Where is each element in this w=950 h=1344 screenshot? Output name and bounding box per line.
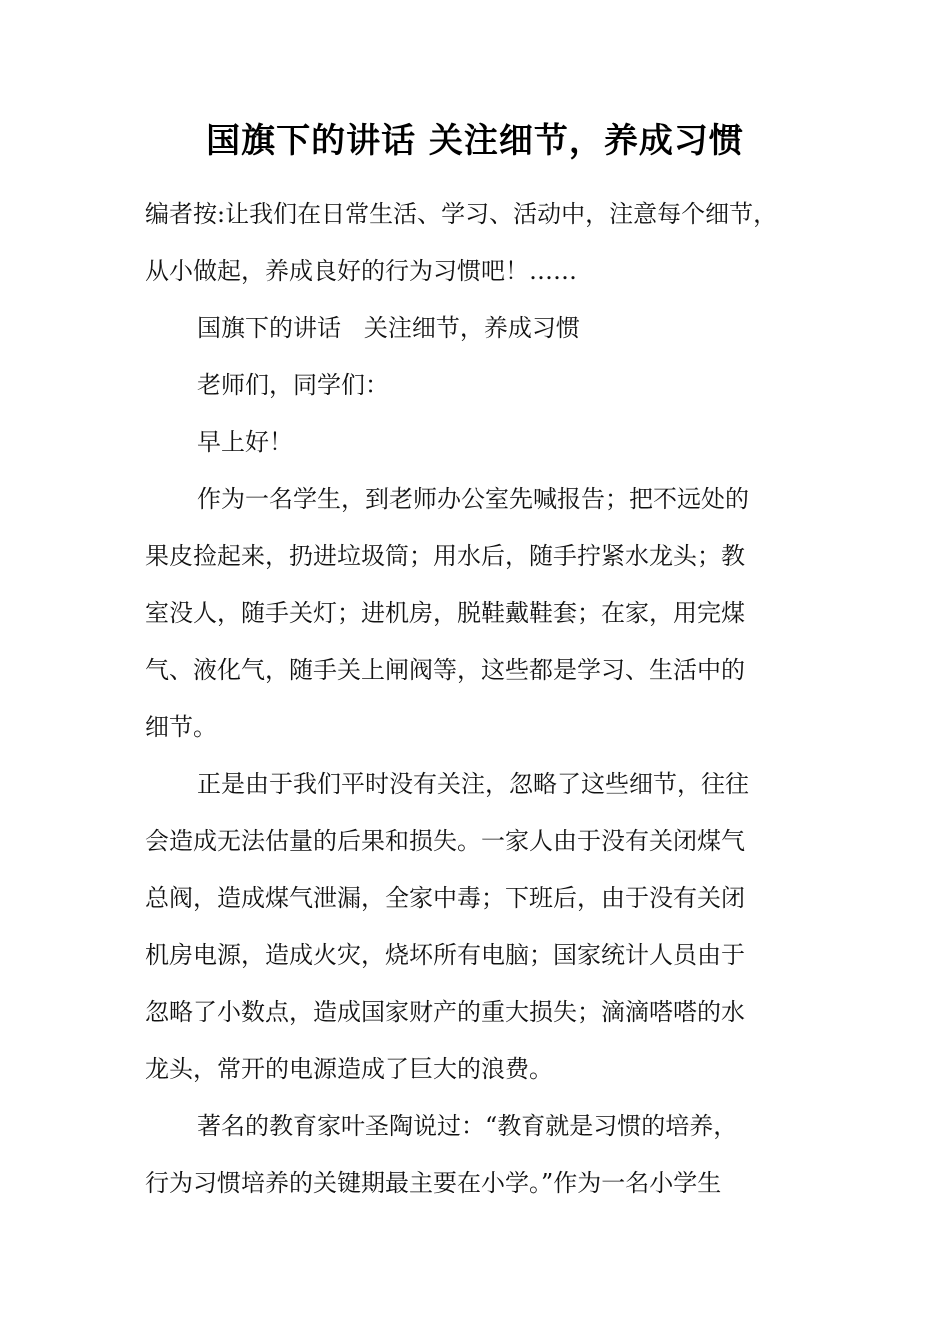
paragraph-1-line-2: 果皮捡起来，扔进垃圾筒；用水后，随手拧紧水龙头；教 [145, 542, 745, 570]
page-title: 国旗下的讲话 关注细节，养成习惯 [206, 121, 744, 161]
paragraph-2-line-3: 总阀，造成煤气泄漏，全家中毒；下班后，由于没有关闭 [145, 884, 745, 912]
salutation-line: 老师们，同学们： [197, 371, 389, 399]
greeting-line: 早上好！ [197, 428, 293, 456]
paragraph-1-line-3: 室没人，随手关灯；进机房，脱鞋戴鞋套；在家，用完煤 [145, 599, 745, 627]
editor-note-line-2: 从小做起，养成良好的行为习惯吧！…… [145, 257, 577, 285]
editor-note-line-1: 编者按:让我们在日常生活、学习、活动中，注意每个细节， [145, 200, 778, 228]
speech-heading-line: 国旗下的讲话 关注细节，养成习惯 [197, 314, 580, 342]
paragraph-3-line-2: 行为习惯培养的关键期最主要在小学。”作为一名小学生 [145, 1169, 722, 1197]
paragraph-2-line-6: 龙头，常开的电源造成了巨大的浪费。 [145, 1055, 553, 1083]
paragraph-1-line-1: 作为一名学生，到老师办公室先喊报告；把不远处的 [197, 485, 749, 513]
paragraph-1-line-4: 气、液化气，随手关上闸阀等，这些都是学习、生活中的 [145, 656, 745, 684]
paragraph-2-line-1: 正是由于我们平时没有关注，忽略了这些细节，往往 [197, 770, 749, 798]
paragraph-1-line-5: 细节。 [145, 713, 217, 741]
paragraph-2-line-4: 机房电源，造成火灾，烧坏所有电脑；国家统计人员由于 [145, 941, 745, 969]
paragraph-2-line-5: 忽略了小数点，造成国家财产的重大损失；滴滴嗒嗒的水 [145, 998, 745, 1026]
paragraph-3-line-1: 著名的教育家叶圣陶说过：“教育就是习惯的培养， [197, 1112, 738, 1140]
paragraph-2-line-2: 会造成无法估量的后果和损失。一家人由于没有关闭煤气 [145, 827, 745, 855]
document-body [145, 186, 810, 1212]
